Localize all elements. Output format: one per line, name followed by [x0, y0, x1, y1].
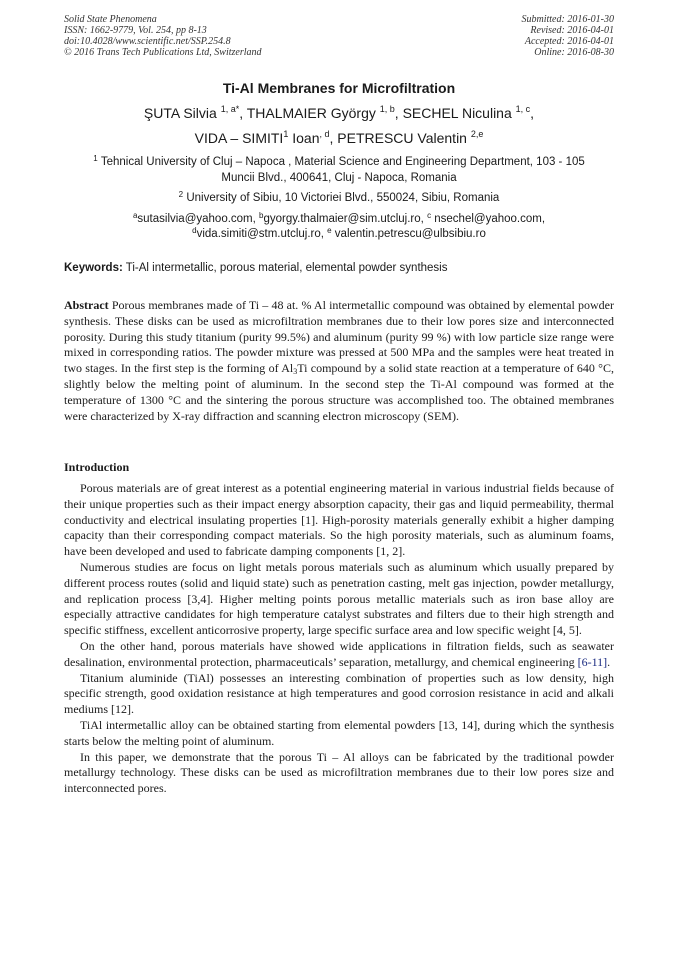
affiliation-line: University of Sibiu, 10 Victoriei Blvd., 550024, Sibiu, Romania — [186, 192, 500, 204]
keywords — [64, 262, 614, 274]
author-separator: , — [394, 105, 403, 121]
email-link[interactable]: vida.simiti@stm.utcluj.ro, — [196, 228, 328, 240]
keywords-label: Keywords: — [64, 262, 123, 274]
journal-info — [64, 14, 262, 58]
email-mark: e — [327, 226, 332, 235]
journal-doi[interactable]: doi:10.4028/www.scientific.net/SSP.254.8 — [64, 36, 231, 47]
publication-dates — [522, 14, 615, 58]
subscript: 3 — [293, 367, 298, 377]
journal-copyright: © 2016 Trans Tech Publications Ltd, Switzerland — [64, 47, 262, 58]
affiliation-2 — [64, 190, 614, 206]
author-separator: , — [530, 105, 535, 121]
author-affiliation-mark: 1, c — [515, 104, 531, 114]
paragraph: Porous materials are of great interest as a potential engineering material in various industrial fields because of their unique properties such as their impact energy absorption capacity, their gas and liquid permeability, thermal conductivity and electrical insulating properties [1]. High-porosity materials generally exhibit a higher damping capacity than their corresponding compact materials. So the high porosity materials, such as aluminum foams, have been developed and used to fabricate damping components [1, 2]. — [64, 481, 614, 559]
author-name: PETRESCU Valentin — [337, 130, 467, 146]
author-emails — [64, 212, 614, 242]
author-affiliation-mark: 1 — [283, 129, 289, 139]
abstract-text: Ti compound by a solid state reaction at a temperature of 640 °C, slightly below the melting point of aluminum. In the second step the Ti-Al compound was formed at the temperature of 1300 °C and the sintering the porous structure was accomplished too. The obtained membranes were characterized by X-ray diffraction and scanning electron microscopy (SEM). — [64, 361, 614, 423]
paragraph-text: . — [607, 654, 611, 669]
author-separator: , — [239, 105, 247, 121]
author-name: VIDA – SIMITI — [194, 130, 284, 146]
paragraph: In this paper, we demonstrate that the porous Ti – Al alloys can be fabricated by the traditional powder metallurgy technology. These disks can be used as microfiltration membranes due to their low pores size and interconnected pores. — [64, 749, 614, 796]
online-date: Online: 2016-08-30 — [534, 47, 614, 58]
affiliation-line: Muncii Blvd., 400641, Cluj - Napoca, Romania — [221, 172, 457, 184]
author-affiliation-mark: 2,e — [470, 129, 484, 139]
journal-issn: ISSN: 1662-9779, Vol. 254, pp 8-13 — [64, 25, 207, 36]
author-list — [64, 101, 614, 151]
paragraph: TiAl intermetallic alloy can be obtained starting from elemental powders [13, 14], during which the synthesis starts below the melting point of aluminum. — [64, 717, 614, 748]
email-link[interactable]: gyorgy.thalmaier@sim.utcluj.ro, — [263, 213, 428, 225]
author-name: ŞUTA Silvia — [143, 105, 217, 121]
abstract — [64, 298, 614, 424]
journal-name: Solid State Phenomena — [64, 14, 157, 25]
author-affiliation-mark: 1, a* — [220, 104, 240, 114]
accepted-date: Accepted: 2016-04-01 — [524, 36, 614, 47]
paragraph — [64, 639, 614, 671]
paragraph: Numerous studies are focus on light metals porous materials such as aluminum which usually prepared by different process routes (solid and liquid state) such as penetration casting, melt gas injection, powder metallurgy, and replication process [3,4]. Higher melting points porous metallic materials such as iron base alloy are especially attractive candidates for high temperature catalyst substrates and filters due to their high strength and specific stiffness, excellent anticorrosive property, large specific surface area and low specific weight [4, 5]. — [64, 559, 614, 638]
paragraph-text: On the other hand, porous materials have showed wide applications in filtration fields, such as seawater desalination, environmental protection, pharmaceuticals’ separation, metallurgy, and chemical engineering — [64, 638, 614, 669]
email-mark: b — [259, 211, 264, 220]
author-name: THALMAIER György — [246, 105, 376, 121]
abstract-label: Abstract — [64, 298, 109, 312]
paper-title: Ti-Al Membranes for Microfiltration — [222, 80, 456, 96]
author-affiliation-mark: , d — [319, 129, 330, 139]
email-mark: a — [132, 211, 138, 220]
author-separator: , — [329, 130, 338, 146]
introduction-body — [64, 481, 614, 797]
revised-date: Revised: 2016-04-01 — [530, 25, 614, 36]
affiliation-line: Tehnical University of Cluj – Napoca , Material Science and Engineering Department, 103 - 105 — [100, 156, 585, 168]
email-link[interactable]: nsechel@yahoo.com, — [431, 213, 546, 225]
affiliation-mark: 2 — [178, 190, 184, 199]
paragraph: Titanium aluminide (TiAl) possesses an interesting combination of properties such as low density, high specific strength, good oxidation resistance at high temperatures and good corrosion resistance in acid and alkali mediums [12]. — [64, 670, 614, 717]
email-link[interactable]: sutasilvia@yahoo.com, — [137, 213, 260, 225]
email-mark: c — [427, 211, 432, 220]
author-affiliation-mark: 1, b — [379, 104, 395, 114]
email-mark: d — [192, 226, 197, 235]
section-heading: Introduction — [64, 460, 130, 474]
keywords-text: Ti-Al intermetallic, porous material, elemental powder synthesis — [122, 262, 448, 274]
citation-link[interactable]: [6-11] — [577, 654, 608, 669]
email-link[interactable]: valentin.petrescu@ulbsibiu.ro — [331, 228, 486, 240]
submitted-date: Submitted: 2016-01-30 — [521, 14, 614, 25]
affiliation-mark: 1 — [93, 154, 98, 163]
author-name: SECHEL Niculina — [402, 105, 512, 121]
abstract-text: Porous membranes made of Ti – 48 at. % Al intermetallic compound was obtained by elemental powder synthesis. These disks can be used as microfiltration membranes due to their low pores size and interconnected porosity. During this study titanium (purity 99.5%) and aluminum (purity 99 %) with low particle size range were mixed in corresponding ratios. The powder mixture was pressed at 500 MPa and the samples were heat treated in two stages. In the first step is the forming of Al — [64, 298, 614, 376]
affiliation-1 — [64, 154, 614, 186]
author-name: Ioan — [292, 130, 320, 146]
